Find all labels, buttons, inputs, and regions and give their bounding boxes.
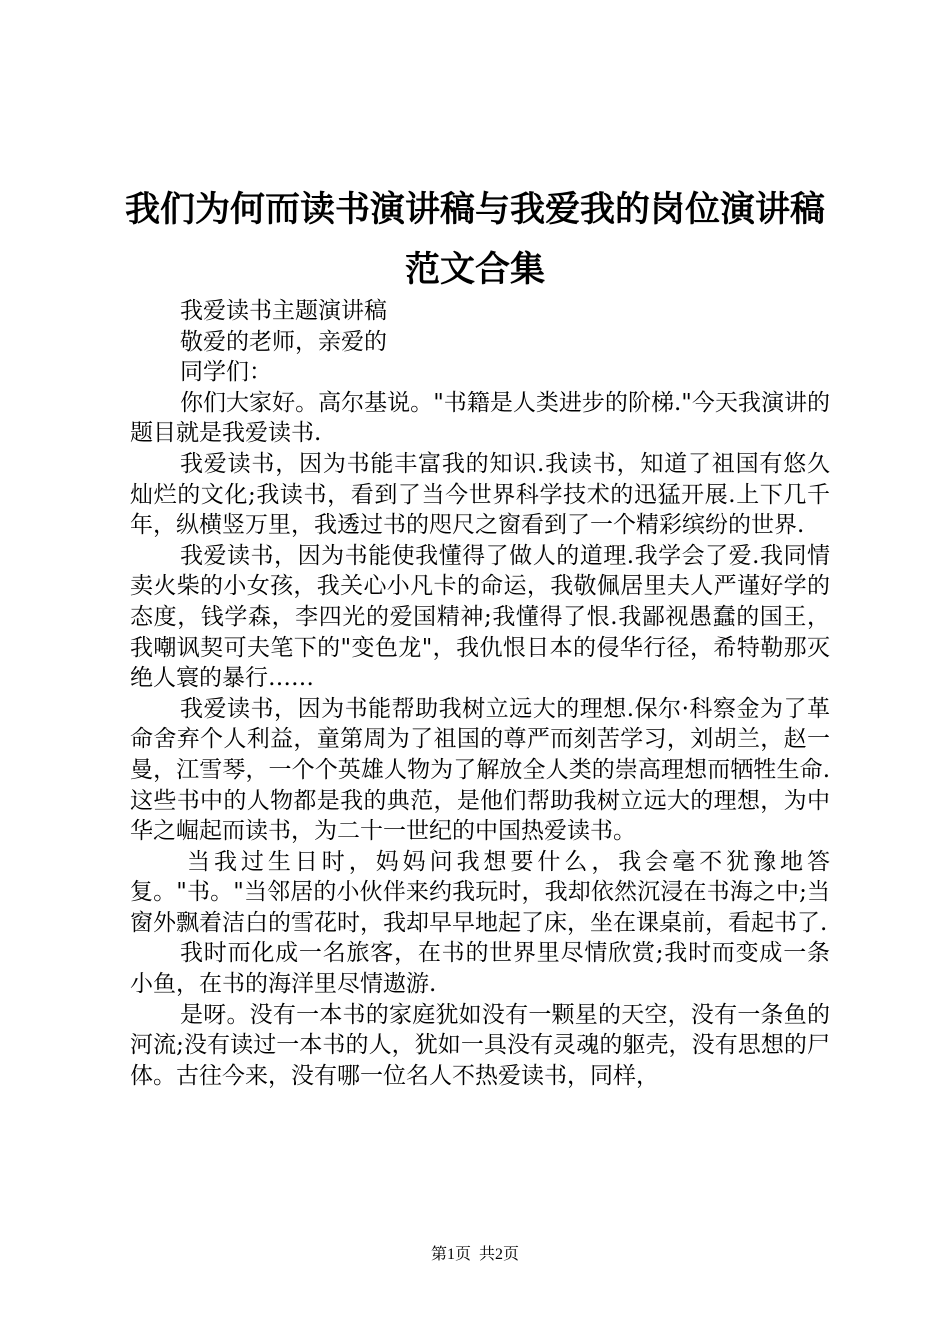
paragraph: 当我过生日时，妈妈问我想要什么，我会毫不犹豫地答复。"书。"当邻居的小伙伴来约我玩时，我却依然沉浸在书海之中;当窗外飘着洁白的雪花时，我却早早地起了床，坐在课桌前，看起书了.	[130, 848, 830, 936]
page-number-current: 第1页	[430, 1246, 471, 1263]
page-footer	[0, 1245, 950, 1265]
paragraph: 是呀。没有一本书的家庭犹如没有一颗星的天空，没有一条鱼的河流;没有读过一本书的人，犹如一具没有灵魂的躯壳，没有思想的尸体。古往今来，没有哪一位名人不热爱读书，同样，	[130, 1001, 830, 1089]
paragraph: 我爱读书，因为书能使我懂得了做人的道理.我学会了爱.我同情卖火柴的小女孩，我关心小凡卡的命运，我敬佩居里夫人严谨好学的态度，钱学森，李四光的爱国精神;我懂得了恨.我鄙视愚蠢的国王，我嘲讽契可夫笔下的"变色龙"，我仇恨日本的侵华行径，希特勒那灭绝人寰的暴行……	[130, 542, 830, 692]
paragraph: 我爱读书，因为书能帮助我树立远大的理想.保尔·科察金为了革命舍弃个人利益，童第周为了祖国的尊严而刻苦学习，刘胡兰，赵一曼，江雪琴，一个个英雄人物为了解放全人类的崇高理想而牺牲生命.这些书中的人物都是我的典范，是他们帮助我树立远大的理想，为中华之崛起而读书，为二十一世纪的中国热爱读书。	[130, 695, 830, 845]
paragraph-salutation-2: 同学们：	[180, 359, 272, 386]
document-title-line-2: 范文合集	[404, 249, 545, 290]
document-title-line-1: 我们为何而读书演讲稿与我爱我的岗位演讲稿	[124, 189, 825, 230]
paragraph: 你们大家好。高尔基说。"书籍是人类进步的阶梯."今天我演讲的题目就是我爱读书.	[130, 389, 830, 447]
page-number-total: 共2页	[479, 1246, 520, 1263]
paragraph: 我时而化成一名旅客，在书的世界里尽情欣赏;我时而变成一条小鱼，在书的海洋里尽情遨游.	[130, 940, 830, 998]
paragraph: 我爱读书，因为书能丰富我的知识.我读书，知道了祖国有悠久灿烂的文化;我读书，看到了当今世界科学技术的迅猛开展.上下几千年，纵横竖万里，我透过书的咫尺之窗看到了一个精彩缤纷的世界.	[130, 450, 830, 539]
paragraph-salutation-1: 敬爱的老师，亲爱的	[180, 328, 387, 355]
paragraph-heading: 我爱读书主题演讲稿	[180, 298, 387, 324]
document-body	[130, 296, 830, 1091]
